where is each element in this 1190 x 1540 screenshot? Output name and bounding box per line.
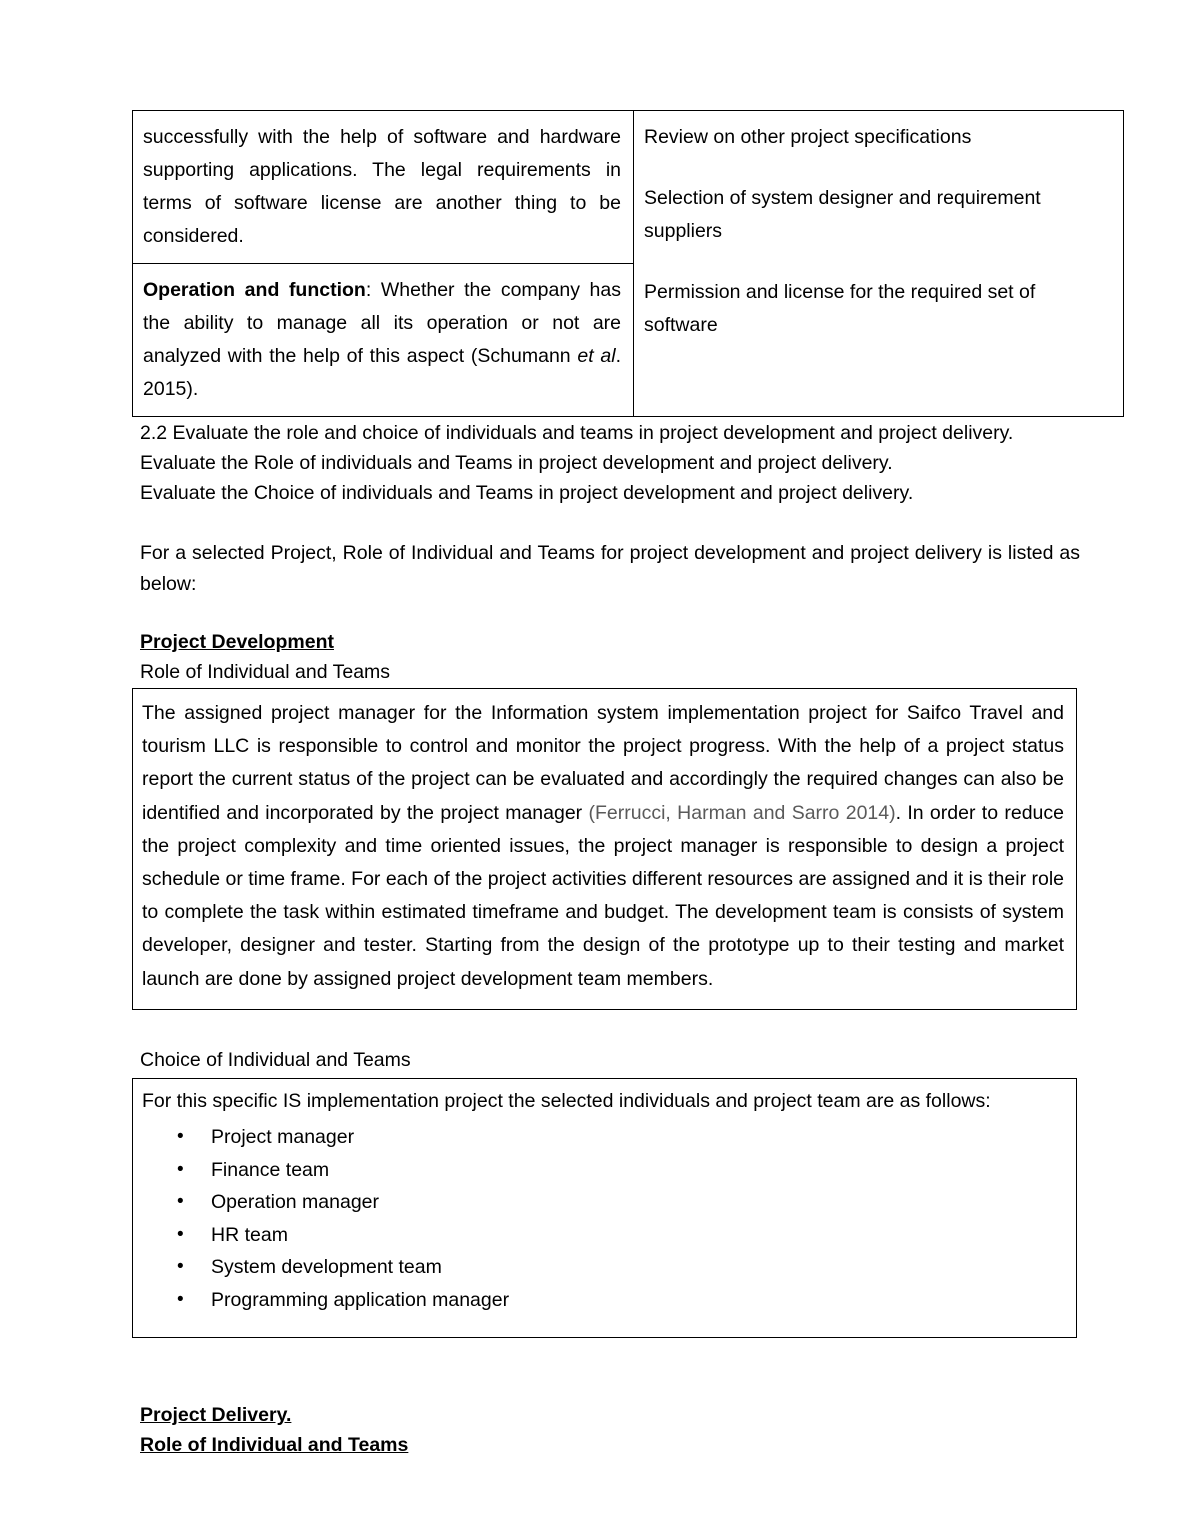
aspect-1-text: successfully with the help of software and hardware supporting applications. The legal requirements in terms of software license are another thing to be considered. bbox=[143, 126, 621, 247]
aspect-2-lead: Operation and function bbox=[143, 279, 366, 301]
choice-intro-text: For this specific IS implementation project the selected individuals and project team are as follows: bbox=[142, 1090, 991, 1112]
bullet-icon: • bbox=[177, 1223, 184, 1245]
table-cell-actions bbox=[634, 111, 1124, 417]
list-item bbox=[177, 1154, 1076, 1187]
bullet-icon: • bbox=[177, 1158, 184, 1180]
section-2-2-intro bbox=[140, 418, 1080, 508]
action-item-3: Permission and license for the required set of software bbox=[644, 281, 1036, 336]
bullet-icon: • bbox=[177, 1126, 184, 1147]
list-item bbox=[177, 1251, 1076, 1284]
list-item-label: Project manager bbox=[211, 1126, 355, 1148]
bullet-icon: • bbox=[177, 1288, 184, 1310]
specification-table bbox=[132, 110, 1124, 417]
list-item bbox=[177, 1186, 1076, 1219]
aspect-2-body-a: : Whether the company has the ability to manage all its operation or not are analyzed with the help of this aspect (Schumann bbox=[143, 279, 621, 367]
list-item bbox=[177, 1121, 1076, 1154]
choice-of-individual-box bbox=[132, 1078, 1077, 1338]
action-item-1: Review on other project specifications bbox=[644, 126, 972, 148]
list-item-label: Operation manager bbox=[211, 1191, 380, 1213]
label-role-of-individual-and-teams: Role of Individual and Teams bbox=[140, 661, 391, 683]
heading-project-delivery: Project Delivery. bbox=[140, 1404, 292, 1426]
role-text-part2: . In order to reduce the project complexity and time oriented issues, the project manager is responsible to design a project schedule or time frame. For each of the project activities different resources are assigned and it is their role to complete the task within estimated timeframe and budget. The development team is consists of system developer, designer and tester. Starting from the design of the prototype up to their testing and market launch are done by assigned project development team members. bbox=[142, 801, 1065, 990]
table-row bbox=[133, 111, 1124, 264]
list-item-label: Programming application manager bbox=[211, 1288, 510, 1311]
intro-line-2: Evaluate the Role of individuals and Teams in project development and project delivery. bbox=[140, 452, 893, 474]
bullet-icon: • bbox=[177, 1256, 184, 1277]
list-item bbox=[177, 1284, 1076, 1317]
role-citation: (Ferrucci, Harman and Sarro 2014) bbox=[588, 801, 896, 824]
action-item-2: Selection of system designer and requirement suppliers bbox=[644, 187, 1041, 242]
role-text-part1: The assigned project manager for the Information system implementation project for Saifco Travel and tourism LLC is responsible to control and monitor the project progress. With the help of a project status report the current status of the project can be evaluated and accordingly the required changes can also be identified and incorporated by the project manager bbox=[142, 702, 1064, 824]
intro-paragraph: For a selected Project, Role of Individual and Teams for project development and project delivery is listed as below: bbox=[140, 542, 1080, 595]
list-item-label: Finance team bbox=[211, 1158, 330, 1181]
bullet-icon: • bbox=[177, 1191, 184, 1212]
list-item-label: System development team bbox=[211, 1256, 442, 1278]
list-item-label: HR team bbox=[211, 1223, 288, 1246]
label-choice-of-individual-and-teams: Choice of Individual and Teams bbox=[140, 1049, 411, 1071]
aspect-2-etal: et al bbox=[577, 345, 616, 367]
choice-list bbox=[133, 1121, 1076, 1316]
role-of-individual-box bbox=[132, 688, 1077, 1010]
heading-project-development: Project Development bbox=[140, 631, 334, 653]
table-cell-aspect-1 bbox=[133, 111, 634, 264]
aspect-2-text bbox=[143, 274, 621, 406]
aspect-2-body-b: . 2015). bbox=[143, 345, 621, 400]
role-of-individual-text bbox=[133, 689, 1076, 1004]
table-cell-aspect-2 bbox=[133, 264, 634, 417]
list-item bbox=[177, 1219, 1076, 1252]
intro-line-3: Evaluate the Choice of individuals and Teams in project development and project delivery. bbox=[140, 482, 914, 504]
heading-delivery-role-of-individual-and-teams: Role of Individual and Teams bbox=[140, 1434, 409, 1456]
intro-line-1: 2.2 Evaluate the role and choice of individuals and teams in project development and project delivery. bbox=[140, 422, 1014, 444]
